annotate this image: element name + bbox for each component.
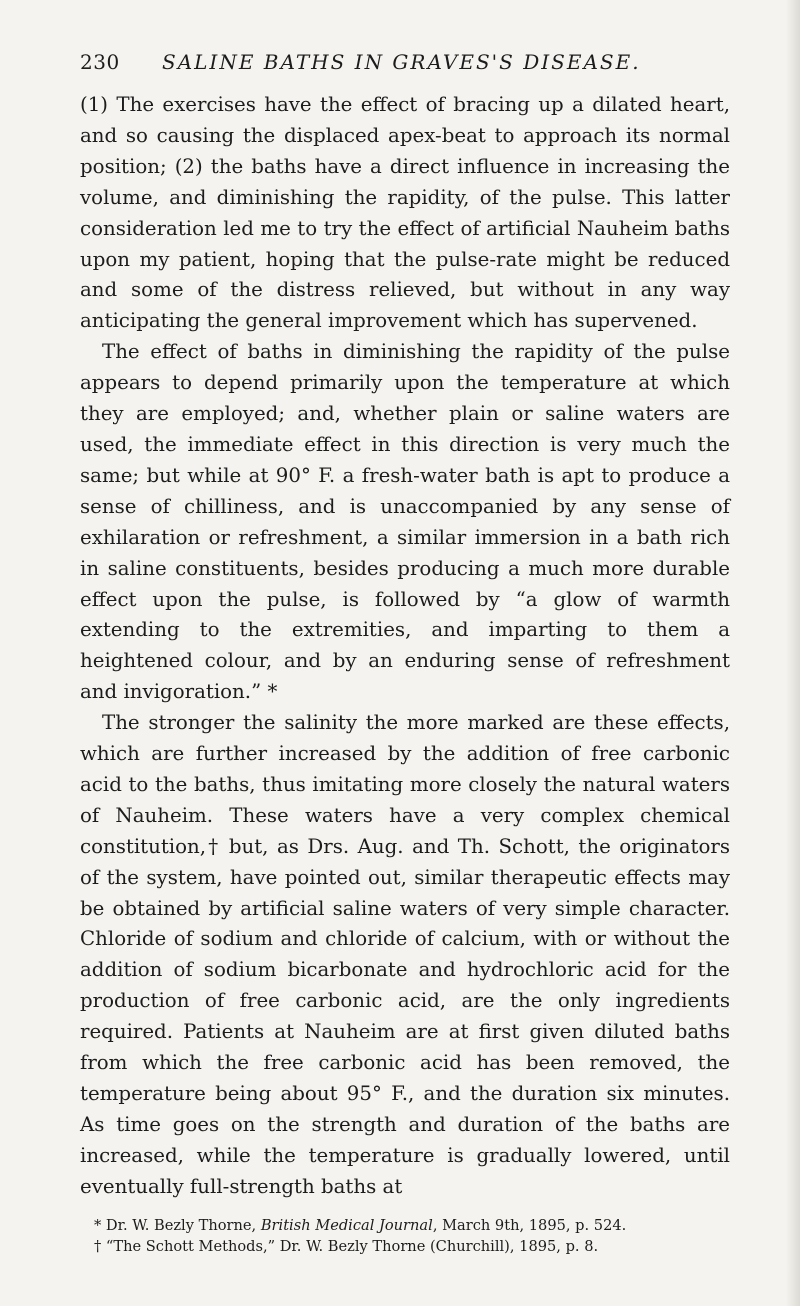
footnote-text: † “The Schott Methods,” Dr. W. Bezly Thorne (Churchill), 1895, p. 8.: [94, 1237, 599, 1255]
page-header: [80, 50, 730, 74]
book-page: [80, 50, 730, 1257]
running-head: SALINE BATHS IN GRAVES'S DISEASE.: [162, 50, 641, 74]
footnote-journal: British Medical Journal: [260, 1216, 433, 1234]
paragraph: (1) The exercises have the effect of bracing up a dilated heart, and so causing the displaced apex-beat to approach its normal position; (2) the baths have a direct influence in increasing the volume, and diminishing the rapidity, of the pulse. This latter consideration led me to try the effect of artificial Nauheim baths upon my patient, hoping that the pulse-rate might be reduced and some of the distress relieved, but without in any way anticipating the general improvement which has supervened.: [80, 93, 730, 333]
paragraph: The effect of baths in diminishing the rapidity of the pulse appears to depend primarily upon the temperature at which they are employed; and, whether plain or saline waters are used, the immediate effect in this direction is very much the same; but while at 90° F. a fresh-water bath is apt to produce a sense of chilliness, and is unaccompanied by any sense of exhilaration or refreshment, a similar immersion in a bath rich in saline constituents, besides producing a much more durable effect upon the pulse, is followed by “a glow of warmth extending to the extremities, and imparting to them a heightened colour, and by an enduring sense of refreshment and invigoration.” *: [80, 340, 730, 704]
footnotes: [80, 1215, 730, 1257]
footnote-text: , March 9th, 1895, p. 524.: [432, 1216, 627, 1234]
page-edge-shadow: [786, 0, 800, 1306]
footnote-text: * Dr. W. Bezly Thorne,: [94, 1216, 261, 1234]
body-text: [80, 90, 730, 1203]
paragraph: The stronger the salinity the more marked are these effects, which are further increased by the addition of free carbonic acid to the baths, thus imitating more closely the natural waters of Nauheim. These waters have a very complex chemical constitution,† but, as Drs. Aug. and Th. Schott, the originators of the system, have pointed out, similar therapeutic effects may be obtained by artificial saline waters of very simple character. Chloride of sodium and chloride of calcium, with or without the addition of sodium bicarbonate and hydrochloric acid for the production of free carbonic acid, are the only ingredients required. Patients at Nauheim are at first given diluted baths from which the free carbonic acid has been removed, the temperature being about 95° F., and the duration six minutes. As time goes on the strength and duration of the baths are increased, while the temperature is gradually lowered, until eventually full-strength baths at: [80, 711, 730, 1198]
footnote: [80, 1236, 730, 1257]
footnote: [80, 1215, 730, 1236]
page-number: 230: [80, 50, 120, 74]
